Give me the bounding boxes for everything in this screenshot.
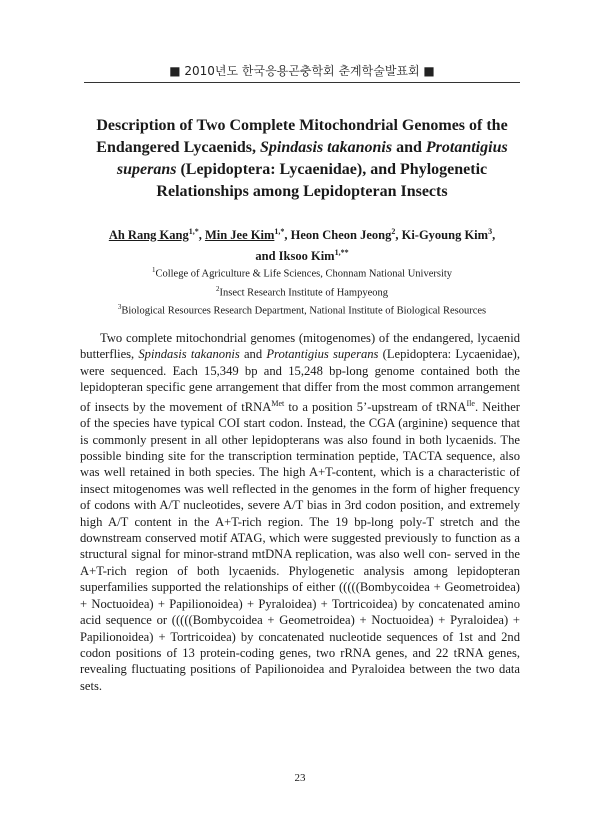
author-affil-mark: 1,* bbox=[188, 227, 199, 236]
author-name: Iksoo Kim bbox=[278, 249, 335, 264]
paper-title bbox=[84, 115, 520, 203]
abstract-text: and bbox=[239, 347, 267, 362]
author-name: Ah Rang Kang bbox=[108, 228, 189, 243]
author-affil-mark: 1,** bbox=[334, 248, 349, 258]
title-and: and bbox=[392, 139, 426, 156]
page-number: 23 bbox=[294, 772, 306, 784]
author-list: Ah Rang Kang$^{1,*}$, Min Jee Kim$^{1,*}$, Heon Cheon Jeong$^2$, Ki-Gyoung Kim$^3$, and Iksoo Kim$^{1,**}$ bbox=[108, 227, 496, 264]
title-part2: (Lepidoptera: Lycaenidae), and Phylogenetic Relationships among Lepidopteran Insects bbox=[156, 161, 488, 200]
trna-superscript: Ile bbox=[466, 398, 475, 408]
affiliation-number: 1 bbox=[151, 266, 156, 274]
affiliation-item bbox=[84, 282, 520, 301]
affiliation-list bbox=[84, 263, 520, 319]
affiliation-number: 2 bbox=[215, 284, 220, 293]
title-species-2: Protantigius superans bbox=[116, 139, 508, 178]
trna-superscript: Met bbox=[271, 398, 285, 408]
species-name: Protantigius superans bbox=[266, 347, 379, 362]
author-name: Ki-Gyoung Kim bbox=[401, 228, 489, 243]
author-name: Heon Cheon Jeong bbox=[290, 228, 392, 243]
author-affil-mark: 2 bbox=[391, 227, 396, 236]
abstract-text: (Lepidoptera: Lycaenidae), were sequenced. Each 15,349 bp and 15,248 bp-long genome contained both the lepidopteran specific gene arrangement that differ from the most common arrangement of insects by the movement of tRNA bbox=[80, 347, 521, 414]
title-part1: Description of Two Complete Mitochondrial Genomes of the Endangered Lycaenids, bbox=[96, 117, 508, 156]
author-affil-mark: 1,* bbox=[274, 227, 285, 236]
title-species-1: Spindasis takanonis bbox=[260, 139, 393, 156]
affiliation-number: 3 bbox=[117, 303, 122, 311]
abstract-text: Two complete mitochondrial genomes (mitogenomes) of the endangered, lycaenid butterflies, bbox=[80, 331, 520, 362]
conference-header: ■ 2010년도 한국응용곤충학회 춘계학술발표회 ■ bbox=[169, 64, 435, 78]
abstract-text: . Neither of the species have typical COI start codon. Instead, the CGA (arginine) sequence that is commonly present in all other lepidopterans was also found in both lycaenids. The possible binding site for the transcription termination peptide, TACTA sequence, also was well retained in both species. The high A+T-content, which is a characteristic of insect mitogenomes was well reflected in the genomes in the form of higher frequency of codons with A/T nucleotides, severe A/T bias in 3rd codon position, and extremely high A/T content in the A+T-rich region. The 19 bp-long poly-T stretch and the downstream conserved motif ATAG, which were suggested previously to function as a structural signal for minor-strand mtDNA replication, was also well con- served in the A+T-rich region of both lycaenids. Phylogenetic analysis among lepidopteran superfamilies supported the relationships of either (((((Bombycoidea + Geometroidea) + Noctuoidea) + Papilionoidea) + Pyraloidea) + Tortricoidea) by concatenated amino acid sequence or (((((Bombycoidea + Geometroidea) + Noctuoidea) + Pyraloidea) + Papilionoidea) + Tortricoidea) by concatenated nucleotide sequences of 1st and 2nd codon positions of 13 protein-coding genes, two rRNA genes, and 22 tRNA genes, revealing fluctuating positions of Papilionoidea and Pyraloidea between the two data sets. bbox=[80, 399, 520, 693]
affiliation-item bbox=[84, 300, 520, 319]
header-divider bbox=[84, 82, 520, 83]
affiliation-text: Biological Resources Research Department, National Institute of Biological Resources bbox=[121, 305, 487, 317]
species-name: Spindasis takanonis bbox=[138, 347, 240, 362]
affiliation-item bbox=[84, 263, 520, 282]
affiliation-text: Insect Research Institute of Hampyeong bbox=[219, 287, 389, 298]
abstract-body bbox=[80, 330, 520, 694]
affiliation-text: College of Agriculture & Life Sciences, Chonnam National University bbox=[155, 268, 453, 280]
author-affil-mark: 3 bbox=[488, 227, 493, 236]
author-name: Min Jee Kim bbox=[204, 228, 275, 243]
abstract-text: to a position 5’-upstream of tRNA bbox=[284, 399, 467, 414]
